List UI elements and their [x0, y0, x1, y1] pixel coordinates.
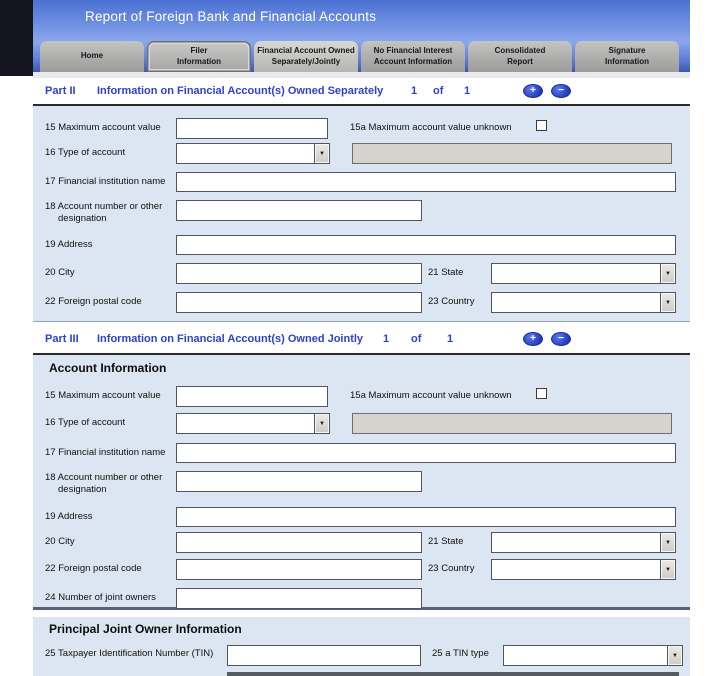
tab-no-financial-interest-account-information[interactable]: No Financial Interest Account Information: [361, 41, 465, 72]
part2-title: Information on Financial Account(s) Owned Separately: [97, 85, 384, 97]
tab-filer-information[interactable]: Filer Information: [147, 41, 251, 72]
part3-account-number-label: 18 Account number or other designation: [45, 472, 163, 496]
part3-joint-owners-count-label: 24 Number of joint owners: [45, 592, 156, 603]
part2-page-total: 1: [464, 85, 471, 97]
page-title: Report of Foreign Bank and Financial Accounts: [85, 9, 377, 24]
part2-city-label: 20 City: [45, 267, 75, 278]
part2-country-label: 23 Country: [428, 296, 475, 307]
part3-country-select[interactable]: [491, 559, 676, 580]
tab-financial-account-owned-separately-jointly[interactable]: Financial Account Owned Separately/Jointly: [254, 41, 358, 72]
part3-heading: [33, 330, 690, 352]
part2-of-label: of: [433, 85, 444, 97]
subheader-strip: [33, 72, 690, 78]
tab-consolidated-report[interactable]: Consolidated Report: [468, 41, 572, 72]
tin-label: 25 Taxpayer Identification Number (TIN): [45, 648, 214, 659]
dropdown-arrow-icon[interactable]: ▼: [314, 144, 329, 163]
part2-postal-code-input[interactable]: [176, 292, 422, 313]
part2-max-value-label: 15 Maximum account value: [45, 122, 161, 133]
principal-joint-owner-section: [33, 617, 690, 676]
part2-max-value-input[interactable]: [176, 118, 328, 139]
part2-section: [33, 104, 690, 322]
part2-postal-code-label: 22 Foreign postal code: [45, 296, 142, 307]
part3-city-input[interactable]: [176, 532, 422, 553]
part2-address-label: 19 Address: [45, 239, 93, 250]
part3-account-information-section: [33, 353, 690, 610]
dropdown-arrow-icon[interactable]: ▼: [667, 646, 682, 665]
part3-of-label: of: [411, 333, 422, 345]
part2-add-button[interactable]: +: [523, 84, 543, 98]
part2-label: Part II: [45, 85, 76, 97]
part3-max-value-unknown-checkbox[interactable]: [536, 388, 547, 399]
part3-address-label: 19 Address: [45, 511, 93, 522]
part2-state-label: 21 State: [428, 267, 464, 278]
part2-heading: [33, 82, 690, 104]
part3-institution-name-input[interactable]: [176, 443, 676, 463]
part2-account-type-other-field-disabled: [352, 143, 672, 164]
part3-state-label: 21 State: [428, 536, 464, 547]
dropdown-arrow-icon[interactable]: ▼: [660, 293, 675, 312]
part2-city-input[interactable]: [176, 263, 422, 284]
account-information-title: Account Information: [49, 361, 167, 375]
part2-max-value-unknown-label: 15a Maximum account value unknown: [350, 122, 512, 133]
part2-account-number-input[interactable]: [176, 200, 422, 221]
left-dark-strip: [0, 0, 33, 76]
part3-account-type-select[interactable]: [176, 413, 330, 434]
dropdown-arrow-icon[interactable]: ▼: [660, 533, 675, 552]
tin-type-select[interactable]: [503, 645, 683, 666]
dropdown-arrow-icon[interactable]: ▼: [314, 414, 329, 433]
part2-institution-name-input[interactable]: [176, 172, 676, 192]
part2-account-type-label: 16 Type of account: [45, 147, 126, 158]
part3-state-select[interactable]: [491, 532, 676, 553]
part2-page-number: 1: [411, 85, 418, 97]
part3-account-number-input[interactable]: [176, 471, 422, 492]
part2-remove-button[interactable]: −: [551, 84, 571, 98]
tab-home[interactable]: Home: [40, 41, 144, 72]
dropdown-arrow-icon[interactable]: ▼: [660, 560, 675, 579]
part3-max-value-input[interactable]: [176, 386, 328, 407]
tin-type-label: 25 a TIN type: [432, 648, 489, 659]
part2-state-select[interactable]: [491, 263, 676, 284]
part2-max-value-unknown-checkbox[interactable]: [536, 120, 547, 131]
part2-institution-name-label: 17 Financial institution name: [45, 176, 166, 187]
part3-label: Part III: [45, 333, 79, 345]
part2-account-number-label: 18 Account number or other designation: [45, 201, 163, 225]
dropdown-arrow-icon[interactable]: ▼: [660, 264, 675, 283]
part3-address-input[interactable]: [176, 507, 676, 527]
principal-joint-owner-title: Principal Joint Owner Information: [49, 622, 242, 636]
tab-bar: [40, 41, 679, 72]
part3-country-label: 23 Country: [428, 563, 475, 574]
part3-max-value-unknown-label: 15a Maximum account value unknown: [350, 390, 512, 401]
part2-account-type-select[interactable]: [176, 143, 330, 164]
part3-postal-code-input[interactable]: [176, 559, 422, 580]
part2-address-input[interactable]: [176, 235, 676, 255]
part3-city-label: 20 City: [45, 536, 75, 547]
part3-account-type-label: 16 Type of account: [45, 417, 126, 428]
part3-max-value-label: 15 Maximum account value: [45, 390, 161, 401]
part3-page-total: 1: [447, 333, 454, 345]
next-field-clipped-edge: [227, 672, 679, 676]
part3-postal-code-label: 22 Foreign postal code: [45, 563, 142, 574]
app-header: [33, 0, 690, 72]
part3-account-type-other-field-disabled: [352, 413, 672, 434]
part3-joint-owners-count-input[interactable]: [176, 588, 422, 609]
part3-add-button[interactable]: +: [523, 332, 543, 346]
tin-input[interactable]: [227, 645, 421, 666]
tab-signature-information[interactable]: Signature Information: [575, 41, 679, 72]
part2-country-select[interactable]: [491, 292, 676, 313]
part3-page-number: 1: [383, 333, 390, 345]
part3-remove-button[interactable]: −: [551, 332, 571, 346]
part3-institution-name-label: 17 Financial institution name: [45, 447, 166, 458]
part3-title: Information on Financial Account(s) Owned Jointly: [97, 333, 364, 345]
